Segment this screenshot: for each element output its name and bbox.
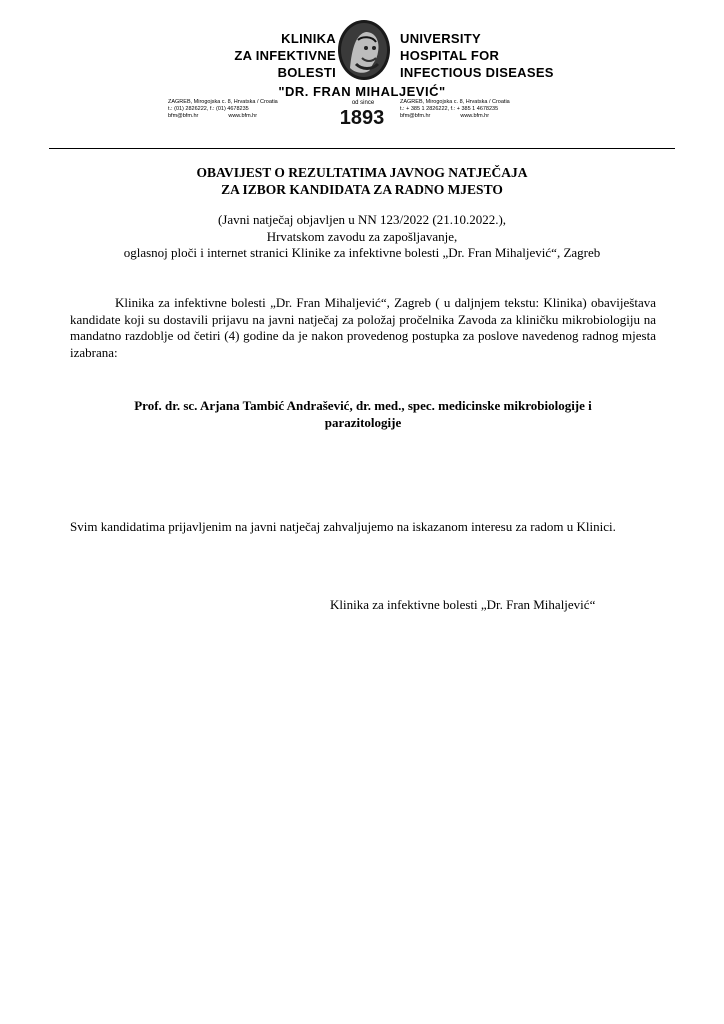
publication-info [0,212,724,262]
letterhead-croatian-name [234,30,336,81]
contact-address: ZAGREB, Mirogojska c. 8, Hrvatska / Croatia [168,99,278,105]
letterhead [0,0,724,140]
letterhead-contact-left [168,99,338,120]
portrait-logo-icon [336,18,392,82]
thanks-paragraph: Svim kandidatima prijavljenim na javni natječaj zahvaljujemo na iskazanom interesu za radom u Klinici. [70,519,616,534]
publication-line: Hrvatskom zavodu za zapošljavanje, [266,228,458,244]
letterhead-right-line: INFECTIOUS DISEASES [400,65,554,80]
contact-phone: t.: (01) 2826222, f.: (01) 4678235 [168,106,249,112]
publication-line: oglasnoj ploči i internet stranici Klinike za infektivne bolesti „Dr. Fran Mihaljević“, Zagreb [123,245,601,260]
selected-candidate [80,397,646,431]
candidate-line: parazitologije [324,415,402,430]
contact-web: www.bfm.hr [460,113,490,119]
od-since-label: od since [351,100,375,106]
contact-email: bfm@bfm.hr [168,113,199,119]
title-line: ZA IZBOR KANDIDATA ZA RADNO MJESTO [221,182,503,197]
letterhead-hospital-name: "DR. FRAN MIHALJEVIĆ" [278,84,446,99]
document-title [0,164,724,198]
letterhead-left-line: KLINIKA [281,31,336,46]
letterhead-left-line: BOLESTI [277,65,336,80]
letterhead-contact-right [400,99,570,120]
title-line: OBAVIJEST O REZULTATIMA JAVNOG NATJEČAJA [196,165,528,180]
contact-phone: t.: + 385 1 2826222, f.: + 385 1 4678235 [400,106,499,112]
contact-web: www.bfm.hr [228,113,258,119]
letterhead-english-name [400,30,554,81]
signature: Klinika za infektivne bolesti „Dr. Fran Mihaljević“ [330,597,596,612]
publication-line: (Javni natječaj objavljen u NN 123/2022 (21.10.2022.), [217,212,507,227]
founding-year: 1893 [339,107,385,129]
letterhead-right-line: UNIVERSITY [400,31,482,46]
notice-paragraph [70,295,656,361]
candidate-line: Prof. dr. sc. Arjana Tambić Andrašević, dr. med., spec. medicinske mikrobiologije i [134,398,592,413]
notice-text: Klinika za infektivne bolesti „Dr. Fran Mihaljević“, Zagreb ( u daljnjem tekstu: Klinika) obaviještava kandidate koji su dostavili prijavu na javni natječaj za položaj pročelnika Zavoda za kliničku mikrobiologiju na mandatno razdoblje od četiri (4) godine da je nakon provedenog postupka za poslove navedenog radnog mjesta izabrana: [70,295,656,360]
header-divider [49,148,675,149]
contact-email: bfm@bfm.hr [400,113,431,119]
letterhead-left-line: ZA INFEKTIVNE [234,48,336,63]
contact-address: ZAGREB, Mirogojska c. 8, Hrvatska / Croatia [400,99,510,105]
letterhead-right-line: HOSPITAL FOR [400,48,500,63]
